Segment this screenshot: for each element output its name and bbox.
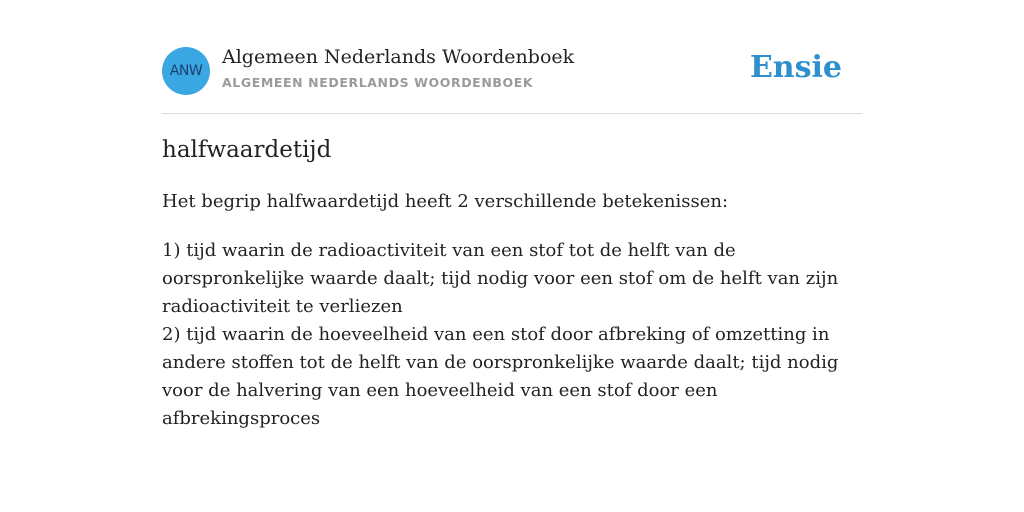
- definitions-list: [162, 237, 862, 433]
- source-subtitle: ALGEMEEN NEDERLANDS WOORDENBOEK: [222, 75, 534, 90]
- anw-logo[interactable]: [162, 47, 210, 95]
- header-divider: [162, 113, 862, 114]
- headword: halfwaardetijd: [162, 137, 332, 163]
- ensie-brand-logo[interactable]: Ensie: [749, 50, 842, 85]
- definition-2: 2) tijd waarin de hoeveelheid van een stof door afbreking of omzetting in andere stoffen tot de helft van de oorspronkelijke waarde daalt; tijd nodig voor de halvering van een hoeveelheid van een stof door een afbrekingsproces: [162, 324, 839, 429]
- definition-1: 1) tijd waarin de radioactiviteit van een stof tot de helft van de oorspronkelijke waarde daalt; tijd nodig voor een stof om de helft van zijn radioactiviteit te verliezen: [162, 240, 839, 317]
- source-title[interactable]: Algemeen Nederlands Woordenboek: [222, 46, 575, 68]
- logo-text: ANW: [169, 63, 203, 79]
- entry-intro: Het begrip halfwaardetijd heeft 2 verschillende betekenissen:: [162, 191, 729, 212]
- source-header: [162, 46, 862, 96]
